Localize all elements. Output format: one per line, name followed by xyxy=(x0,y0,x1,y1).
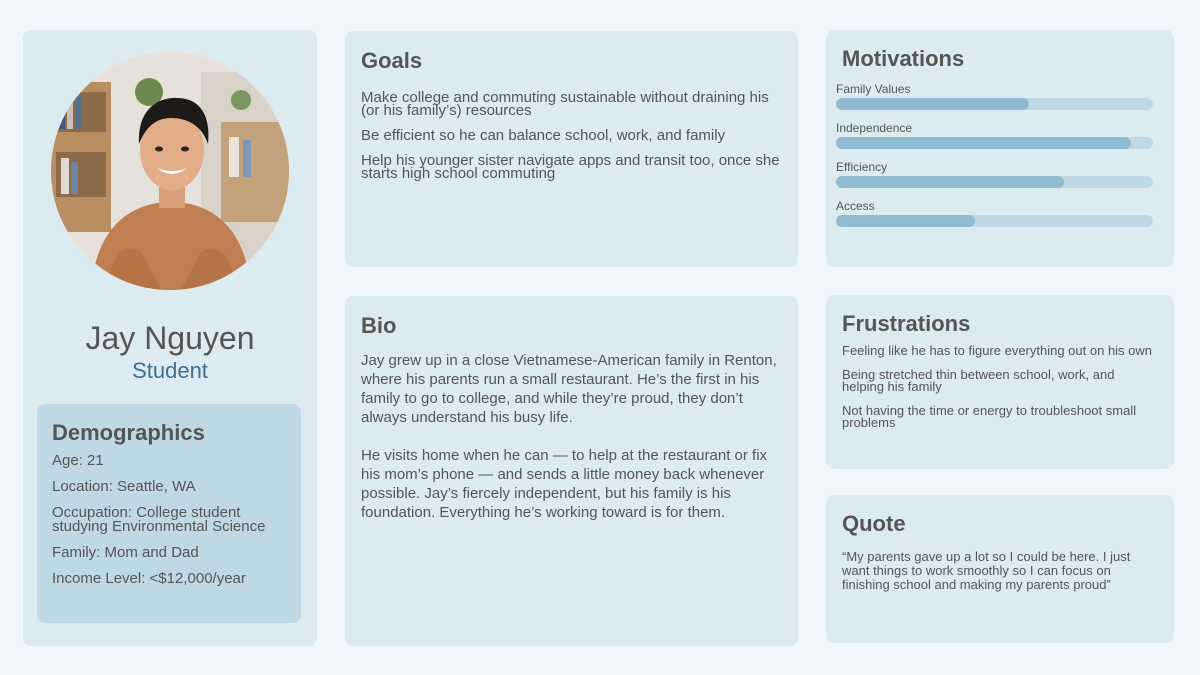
goal-item: Be efficient so he can balance school, work, and family xyxy=(361,127,726,144)
demographics-occupation: Occupation: College student studying Environmental Science xyxy=(52,504,266,535)
quote-title: Quote xyxy=(842,511,906,536)
frustrations-card xyxy=(826,295,1174,469)
motivation-item xyxy=(836,160,1164,188)
bio-title: Bio xyxy=(361,313,397,338)
motivation-bar-fill xyxy=(836,98,1029,110)
motivation-label: Family Values xyxy=(836,82,911,96)
motivation-bar-fill xyxy=(836,215,975,227)
motivation-bar-fill xyxy=(836,137,1131,149)
demographics-panel xyxy=(37,404,301,623)
persona-role: Student xyxy=(132,358,208,383)
goals-title: Goals xyxy=(361,48,423,73)
goal-item: Make college and commuting sustainable without draining his (or his family’s) resources xyxy=(361,89,769,119)
demographics-family: Family: Mom and Dad xyxy=(52,544,199,561)
motivation-bar-fill xyxy=(836,176,1064,188)
goals-card xyxy=(345,31,798,267)
motivation-label: Independence xyxy=(836,121,913,135)
demographics-location: Location: Seattle, WA xyxy=(52,478,196,495)
bio-card xyxy=(345,296,798,646)
profile-card xyxy=(23,30,317,646)
motivation-item xyxy=(836,82,1164,110)
quote-text: “My parents gave up a lot so I could be here. I just want things to work smoothly so I can focus on finishing school and making my parents proud” xyxy=(842,549,1131,592)
demographics-title: Demographics xyxy=(52,420,205,445)
bio-paragraph: He visits home when he can — to help at the restaurant or fix his mom’s phone — and sends a little money back whenever possible. Jay’s fiercely independent, but his family is his foundation. Everything he’s working toward is for them. xyxy=(361,447,768,521)
motivation-item xyxy=(836,199,1164,227)
motivation-label: Access xyxy=(836,199,875,213)
profile-photo xyxy=(51,52,289,290)
frustrations-title: Frustrations xyxy=(842,311,971,336)
motivation-item xyxy=(836,121,1164,149)
bio-paragraph: Jay grew up in a close Vietnamese-American family in Renton, where his parents run a small restaurant. He’s the first in his family to go to college, and while they’re proud, they don’t always understand his busy life. xyxy=(361,352,777,426)
motivation-bar xyxy=(836,98,1153,110)
demographics-income: Income Level: <$12,000/year xyxy=(52,570,246,587)
demographics-age: Age: 21 xyxy=(52,452,104,469)
avatar xyxy=(51,52,289,290)
motivations-title: Motivations xyxy=(842,46,965,71)
frustration-item: Feeling like he has to figure everything out on his own xyxy=(842,343,1153,358)
frustration-item: Not having the time or energy to troubleshoot small problems xyxy=(842,403,1137,430)
persona-name: Jay Nguyen xyxy=(85,320,255,356)
goal-item: Help his younger sister navigate apps and transit too, once she starts high school commuting xyxy=(361,152,780,182)
motivations-card xyxy=(826,30,1174,267)
quote-card xyxy=(826,495,1174,643)
motivation-bar xyxy=(836,137,1153,149)
motivation-bar xyxy=(836,176,1153,188)
frustration-item: Being stretched thin between school, work, and helping his family xyxy=(842,367,1115,394)
motivation-label: Efficiency xyxy=(836,160,888,174)
motivation-bar xyxy=(836,215,1153,227)
